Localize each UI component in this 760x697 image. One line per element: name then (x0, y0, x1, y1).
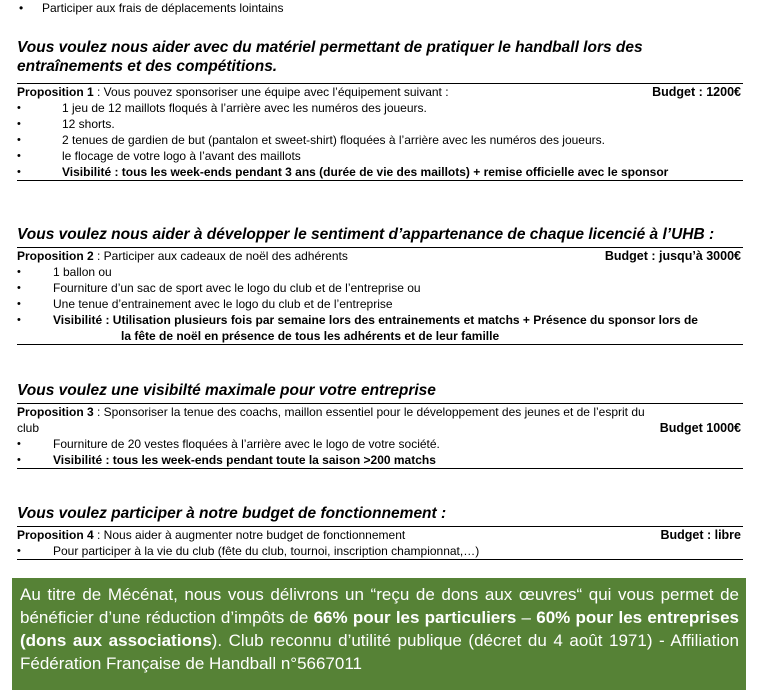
proposition1-label: Proposition 1 (17, 85, 94, 99)
list-item-text: Une tenue d’entrainement avec le logo du club et de l’entreprise (53, 297, 393, 311)
tax-info-dash: – (516, 608, 537, 627)
proposition3-box (17, 403, 743, 469)
list-item-text: 1 jeu de 12 maillots floqués à l’arrière avec les numéros des joueurs. (62, 101, 427, 115)
proposition1-header (17, 84, 743, 100)
proposition1-text: : Vous pouvez sponsoriser une équipe avec l’équipement suivant : (93, 85, 449, 99)
top-list-item-text: Participer aux frais de déplacements lointains (42, 1, 284, 15)
tax-info-text: Au titre de Mécénat, nous vous délivrons un “reçu de dons aux œuvres“ qui vous permet de bénéficier d’une réduction d’impôts de (20, 585, 739, 627)
visibility-text: Visibilité : tous les week-ends pendant toute la saison >200 matchs (53, 453, 436, 467)
section3-heading (17, 381, 742, 400)
bullet-icon: • (17, 298, 21, 310)
section2-heading (17, 225, 742, 244)
list-item-text: Pour participer à la vie du club (fête du club, tournoi, inscription championnat,…) (53, 544, 480, 558)
tax-info-individuals: 66% pour les particuliers (313, 608, 517, 627)
proposition2-header (17, 248, 743, 264)
proposition3-text-continued: club (17, 421, 40, 435)
list-item-text: le flocage de votre logo à l’avant des maillots (62, 149, 301, 163)
proposition4-label: Proposition 4 (17, 528, 94, 542)
section3-heading-text: Vous voulez une visibilté maximale pour votre entreprise (17, 382, 436, 399)
list-item-text: 12 shorts. (62, 117, 115, 131)
proposition3-budget: Budget 1000€ (659, 421, 741, 435)
section1-heading (17, 38, 742, 76)
list-item (17, 543, 743, 559)
visibility-text-continued: la fête de noël en présence de tous les adhérents et de leur famille (121, 329, 500, 343)
bullet-icon: • (19, 1, 24, 15)
proposition3-label: Proposition 3 (17, 405, 94, 419)
bullet-icon: • (17, 438, 21, 450)
bullet-icon: • (17, 266, 21, 278)
tax-info-companies: 60% pour les entreprises (dons aux associations (20, 608, 739, 650)
list-item-text: 1 ballon ou (53, 265, 112, 279)
proposition3-header (17, 404, 743, 420)
proposition4-budget: Budget : libre (660, 528, 741, 542)
top-list-item (19, 1, 284, 16)
section4-heading-text: Vous voulez participer à notre budget de fonctionnement : (17, 505, 447, 522)
list-item (17, 132, 743, 148)
list-item-text: 2 tenues de gardien de but (pantalon et sweet-shirt) floquées à l’arrière avec les numéros des joueurs. (62, 133, 605, 147)
bullet-icon: • (17, 454, 21, 466)
visibility-item (17, 312, 743, 328)
tax-info-text-end: ). Club reconnu d’utilité publique (décret du 4 août 1971) - Affiliation Fédération Française de Handball n°5667011 (20, 631, 740, 673)
list-item (17, 148, 743, 164)
proposition2-box (17, 247, 743, 345)
bullet-icon: • (17, 545, 21, 557)
visibility-text: Visibilité : tous les week-ends pendant 3 ans (durée de vie des maillots) + remise officielle avec le sponsor (62, 165, 669, 179)
proposition2-budget: Budget : jusqu’à 3000€ (604, 249, 741, 263)
list-item (17, 264, 743, 280)
section1-heading-line2: entraînements et des compétitions. (17, 58, 278, 75)
section1-heading-line1: Vous voulez nous aider avec du matériel permettant de pratiquer le handball lors des (17, 39, 643, 56)
proposition2-text: : Participer aux cadeaux de noël des adhérents (93, 249, 348, 263)
proposition3-text: : Sponsoriser la tenue des coachs, maillon essentiel pour le développement des jeunes et de l’esprit du (93, 405, 645, 419)
proposition4-header (17, 527, 743, 543)
list-item (17, 100, 743, 116)
visibility-text: Visibilité : Utilisation plusieurs fois par semaine lors des entrainements et matchs + Présence du sponsor lors de (53, 313, 698, 327)
proposition1-budget: Budget : 1200€ (652, 85, 741, 99)
bullet-icon: • (17, 166, 21, 178)
list-item (17, 116, 743, 132)
bullet-icon: • (17, 102, 21, 114)
proposition3-header-continued (17, 420, 743, 436)
bullet-icon: • (17, 314, 21, 326)
tax-info-banner (12, 578, 746, 690)
list-item (17, 280, 743, 296)
proposition1-box (17, 83, 743, 181)
bullet-icon: • (17, 134, 21, 146)
proposition4-box (17, 526, 743, 560)
visibility-item (17, 452, 743, 468)
proposition4-text: : Nous aider à augmenter notre budget de fonctionnement (93, 528, 406, 542)
list-item-text: Fourniture de 20 vestes floquées à l’arrière avec le logo de votre société. (53, 437, 440, 451)
list-item (17, 296, 743, 312)
bullet-icon: • (17, 118, 21, 130)
list-item (17, 436, 743, 452)
list-item-text: Fourniture d’un sac de sport avec le logo du club et de l’entreprise ou (53, 281, 421, 295)
bullet-icon: • (17, 282, 21, 294)
bullet-icon: • (17, 150, 21, 162)
proposition2-label: Proposition 2 (17, 249, 94, 263)
section2-heading-text: Vous voulez nous aider à développer le sentiment d’appartenance de chaque licencié à l’UHB : (17, 226, 715, 243)
section4-heading (17, 504, 742, 523)
visibility-item (17, 164, 743, 180)
